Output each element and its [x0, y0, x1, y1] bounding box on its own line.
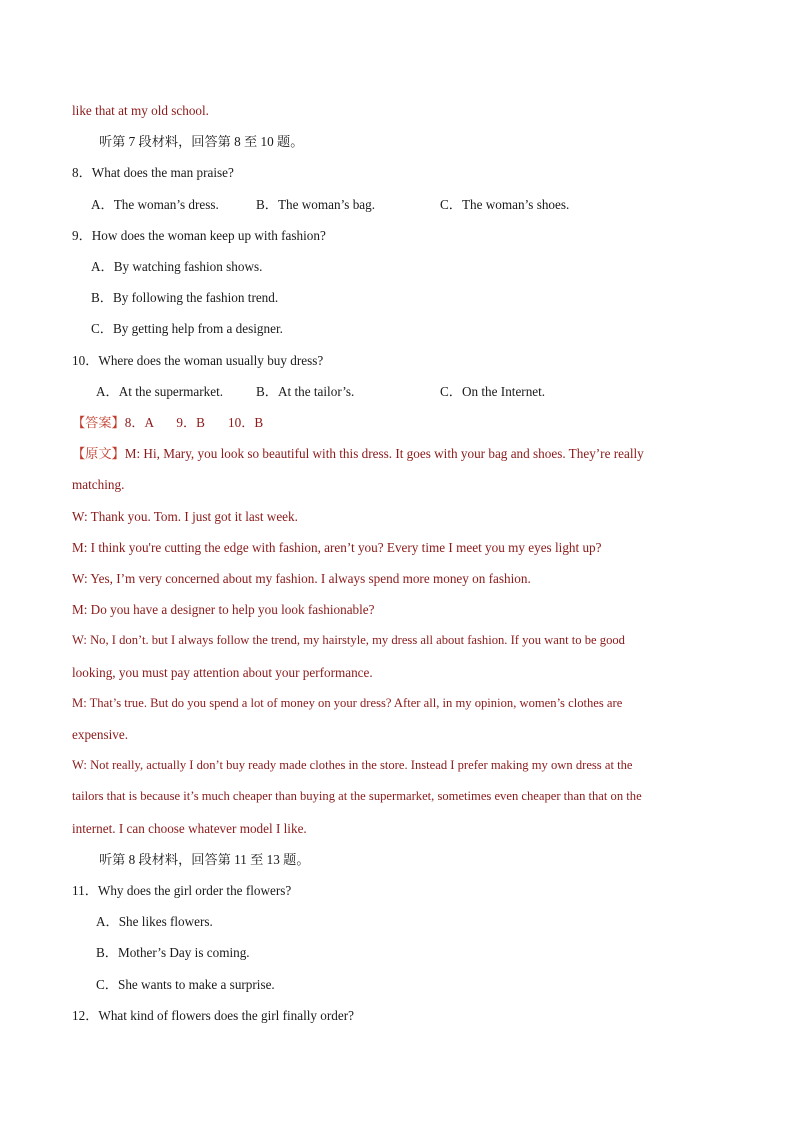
section-8-instruction: 听第 8 段材料，回答第 11 至 13 题。 — [99, 852, 310, 867]
transcript-line-1 — [72, 445, 644, 462]
question-8: 8．What does the man praise? — [72, 165, 234, 180]
transcript-line-7: W: No, I don’t. but I always follow the trend, my hairstyle, my dress all about fashion. If you want to be good — [72, 633, 625, 647]
q11-option-a: A．She likes flowers. — [96, 914, 213, 929]
transcript-line-11: W: Not really, actually I don’t buy ready made clothes in the store. Instead I prefer making my own dress at the — [72, 758, 633, 772]
transcript-line-10: expensive. — [72, 727, 129, 742]
transcript-line-9: M: That’s true. But do you spend a lot of money on your dress? After all, in my opinion, women’s clothes are — [72, 696, 623, 710]
section-7-instruction: 听第 7 段材料，回答第 8 至 10 题。 — [99, 134, 304, 149]
answer-tag: 【答案】 — [72, 415, 125, 430]
intro-tail: like that at my old school. — [72, 103, 209, 118]
transcript-line-4: M: I think you're cutting the edge with fashion, aren’t you? Every time I meet you my eyes light up? — [72, 540, 602, 555]
q9-option-b: B．By following the fashion trend. — [91, 290, 279, 305]
question-12: 12．What kind of flowers does the girl finally order? — [72, 1008, 354, 1023]
q9-option-c: C．By getting help from a designer. — [91, 321, 283, 336]
question-10: 10．Where does the woman usually buy dress? — [72, 353, 324, 368]
transcript-line-5: W: Yes, I’m very concerned about my fashion. I always spend more money on fashion. — [72, 571, 531, 586]
q8-option-b: B．The woman’s bag. — [256, 197, 376, 212]
transcript-line-2: matching. — [72, 477, 125, 492]
answer-text: 8．A 9．B 10．B — [124, 415, 264, 430]
transcript-line-8: looking, you must pay attention about your performance. — [72, 665, 373, 680]
transcript-line-13: internet. I can choose whatever model I like. — [72, 821, 307, 836]
q10-option-a: A．At the supermarket. — [96, 384, 224, 399]
q8-option-a: A．The woman’s dress. — [91, 197, 219, 212]
q10-option-c: C．On the Internet. — [440, 384, 546, 399]
q11-option-c: C．She wants to make a surprise. — [96, 977, 275, 992]
q10-option-b: B．At the tailor’s. — [256, 384, 355, 399]
transcript-tag: 【原文】 — [72, 446, 125, 461]
transcript-line-6: M: Do you have a designer to help you look fashionable? — [72, 602, 375, 617]
answer-line — [72, 414, 263, 431]
q8-option-c: C．The woman’s shoes. — [440, 197, 570, 212]
transcript-text-1: M: Hi, Mary, you look so beautiful with this dress. It goes with your bag and shoes. They’re really — [124, 446, 644, 461]
transcript-line-12: tailors that is because it’s much cheaper than buying at the supermarket, sometimes even cheaper than that on the — [72, 789, 642, 803]
q9-option-a: A．By watching fashion shows. — [91, 259, 263, 274]
q11-option-b: B．Mother’s Day is coming. — [96, 945, 250, 960]
question-11: 11．Why does the girl order the flowers? — [72, 883, 292, 898]
question-9: 9．How does the woman keep up with fashion? — [72, 228, 326, 243]
transcript-line-3: W: Thank you. Tom. I just got it last week. — [72, 509, 298, 524]
